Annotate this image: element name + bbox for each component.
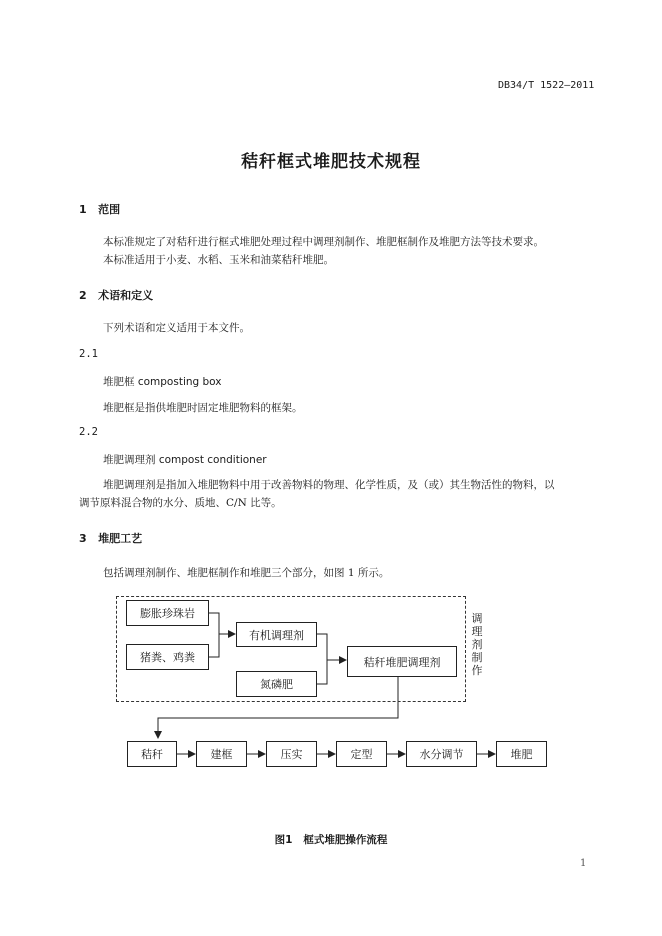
node-perlite: 膨胀珍珠岩 [126, 600, 209, 626]
term-definition: 调节原料混合物的水分、质地、C/N 比等。 [79, 497, 282, 509]
section-number: 3 [79, 532, 87, 545]
term-title: 堆肥调理剂 compost conditioner [103, 454, 267, 466]
flow-step-compact: 压实 [266, 741, 317, 767]
node-npk-fertilizer: 氮磷肥 [236, 671, 317, 697]
figure-caption: 图1 框式堆肥操作流程 [274, 834, 388, 846]
conditioner-group-label: 调 理 剂 制 作 [471, 612, 483, 677]
term-title: 堆肥框 composting box [103, 376, 222, 388]
section-title: 范围 [98, 203, 121, 216]
section-number: 2 [79, 289, 87, 302]
term-definition: 堆肥调理剂是指加入堆肥物料中用于改善物料的物理、化学性质，及（或）其生物活性的物料，以 [103, 479, 555, 491]
paragraph: 包括调理剂制作、堆肥框制作和堆肥三个部分，如图 1 所示。 [103, 567, 390, 579]
paragraph: 本标准适用于小麦、水稻、玉米和油菜秸秆堆肥。 [103, 254, 334, 266]
flow-step-moisture: 水分调节 [406, 741, 477, 767]
paragraph: 下列术语和定义适用于本文件。 [103, 322, 250, 334]
term-number: 2.2 [79, 426, 98, 438]
section-title: 术语和定义 [98, 289, 154, 302]
doc-number: DB34/T 1522—2011 [498, 80, 595, 91]
paragraph: 本标准规定了对秸秆进行框式堆肥处理过程中调理剂制作、堆肥框制作及堆肥方法等技术要求。 [103, 236, 544, 248]
section-title: 堆肥工艺 [98, 532, 143, 545]
page-number: 1 [580, 858, 587, 869]
flow-step-compost: 堆肥 [496, 741, 547, 767]
term-definition: 堆肥框是指供堆肥时固定堆肥物料的框架。 [103, 402, 303, 414]
flow-step-shape: 定型 [336, 741, 387, 767]
node-straw-conditioner: 秸秆堆肥调理剂 [347, 646, 457, 677]
flow-step-build-frame: 建框 [196, 741, 247, 767]
page-title: 秸秆框式堆肥技术规程 [241, 152, 421, 172]
section-number: 1 [79, 203, 87, 216]
node-organic-conditioner: 有机调理剂 [236, 622, 317, 647]
node-manure: 猪粪、鸡粪 [126, 644, 209, 670]
term-number: 2.1 [79, 348, 98, 360]
flow-step-straw: 秸秆 [127, 741, 177, 767]
